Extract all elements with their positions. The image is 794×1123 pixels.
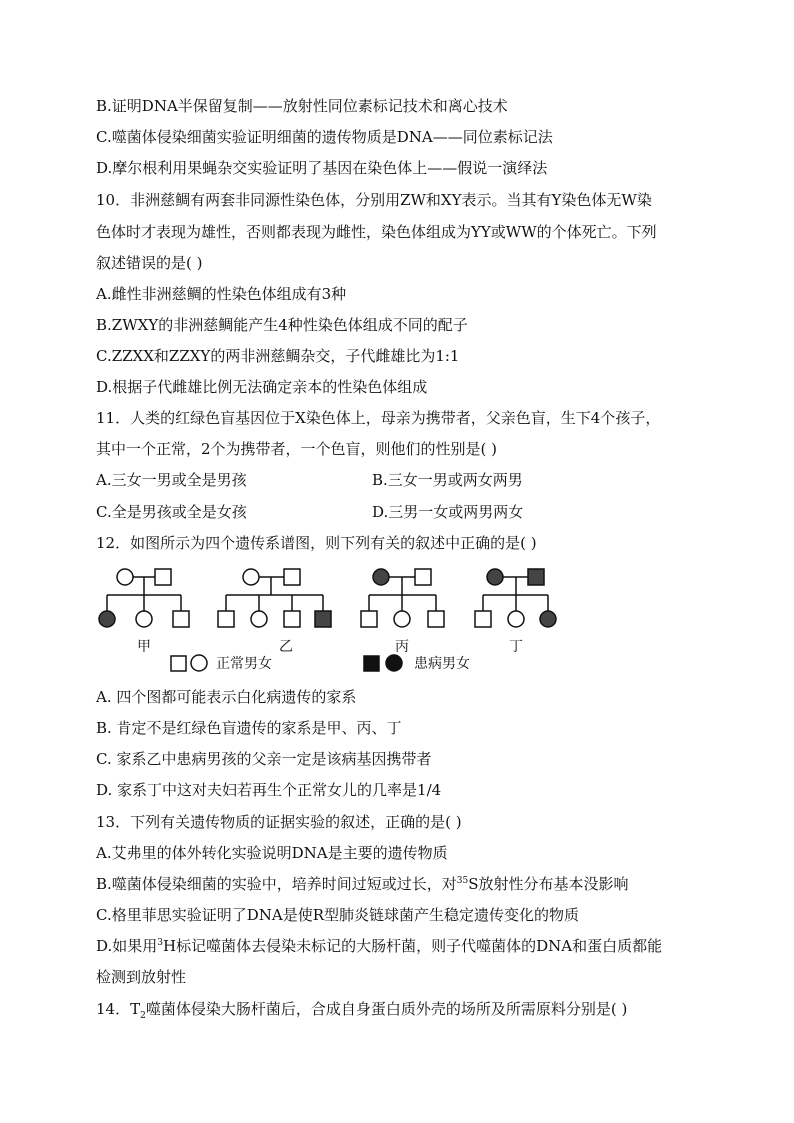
female-normal-icon [191, 655, 207, 671]
pedigree-jia [99, 569, 189, 627]
q9-option-d: D.摩尔根利用果蝇杂交实验证明了基因在染色体上——假说一演绎法 [96, 159, 548, 177]
q13-option-d-line2: 检测到放射性 [96, 968, 187, 986]
q12-option-c: C. 家系乙中患病男孩的父亲一定是该病基因携带者 [96, 750, 432, 768]
q10-stem-line2: 色体时才表现为雄性，否则都表现为雌性，染色体组成为YY或WW的个体死亡。下列 [96, 223, 657, 241]
male-affected-icon [528, 569, 544, 585]
q13-option-a: A.艾弗里的体外转化实验说明DNA是主要的遗传物质 [96, 844, 448, 862]
q12-stem: 12．如图所示为四个遗传系谱图，则下列有关的叙述中正确的是( ) [96, 534, 537, 552]
male-normal-icon [475, 611, 491, 627]
male-normal-icon [361, 611, 377, 627]
female-normal-icon [243, 569, 259, 585]
q10-option-c: C.ZZXX和ZZXY的两非洲慈鲷杂交，子代雌雄比为1:1 [96, 347, 460, 365]
q10-option-b: B.ZWXY的非洲慈鲷能产生4种性染色体组成不同的配子 [96, 316, 468, 334]
q11-stem-line2: 其中一个正常，2个为携带者，一个色盲，则他们的性别是( ) [96, 440, 498, 458]
q9-option-b: B.证明DNA半保留复制——放射性同位素标记技术和离心技术 [96, 97, 508, 115]
male-affected-icon [364, 656, 379, 671]
q13-stem: 13．下列有关遗传物质的证据实验的叙述，正确的是( ) [96, 813, 462, 831]
male-normal-icon [284, 611, 300, 627]
female-affected-icon [99, 611, 115, 627]
female-affected-icon [540, 611, 556, 627]
q9-option-c: C.噬菌体侵染细菌实验证明细菌的遗传物质是DNA——同位素标记法 [96, 128, 553, 146]
q11-option-a: A.三女一男或全是男孩 [96, 471, 247, 489]
female-affected-icon [487, 569, 503, 585]
q10-stem-line3: 叙述错误的是( ) [96, 254, 203, 272]
male-normal-icon [218, 611, 234, 627]
q13-option-c: C.格里菲思实验证明了DNA是使R型肺炎链球菌产生稳定遗传变化的物质 [96, 906, 579, 924]
q10-option-a: A.雌性非洲慈鲷的性染色体组成有3种 [96, 285, 347, 303]
pedigree-bing [361, 569, 444, 627]
male-affected-icon [315, 611, 331, 627]
female-normal-icon [251, 611, 267, 627]
pedigree-legend [171, 655, 402, 671]
q10-stem-line1: 10．非洲慈鲷有两套非同源性染色体，分别用ZW和XY表示。当其有Y染色体无W染 [96, 191, 652, 209]
q14-stem: 14．$T_2$噬菌体侵染大肠杆菌后，合成自身蛋白质外壳的场所及所需原料分别是( ) [96, 1000, 628, 1021]
male-normal-icon [173, 611, 189, 627]
q11-option-c: C.全是男孩或全是女孩 [96, 503, 247, 521]
q10-option-d: D.根据子代雌雄比例无法确定亲本的性染色体组成 [96, 378, 428, 396]
q12-option-d: D. 家系丁中这对夫妇若再生个正常女儿的几率是1/4 [96, 781, 442, 799]
female-normal-icon [394, 611, 410, 627]
pedigree-label-yi: 乙 [279, 639, 293, 655]
q13-option-b: B.噬菌体侵染细菌的实验中，培养时间过短或过长，对$^{35}$S放射性分布基本没影响 [96, 875, 629, 893]
legend-affected-label: 患病男女 [414, 656, 470, 672]
q12-option-b: B. 肯定不是红绿色盲遗传的家系是甲、丙、丁 [96, 719, 402, 737]
female-affected-icon [373, 569, 389, 585]
male-normal-icon [415, 569, 431, 585]
pedigree-label-ding: 丁 [509, 639, 523, 655]
pedigree-label-jia: 甲 [137, 639, 151, 655]
female-affected-icon [386, 655, 402, 671]
q12-option-a: A. 四个图都可能表示白化病遗传的家系 [96, 688, 357, 706]
male-normal-icon [428, 611, 444, 627]
pedigree-label-bing: 丙 [395, 639, 409, 655]
male-normal-icon [171, 656, 186, 671]
legend-normal-label: 正常男女 [216, 656, 272, 672]
q11-option-d: D.三男一女或两男两女 [372, 503, 524, 521]
male-normal-icon [155, 569, 171, 585]
q11-option-b: B.三女一男或两女两男 [372, 471, 523, 489]
q13-option-d: D.如果用$^3$H标记噬菌体去侵染未标记的大肠杆菌，则子代噬菌体的DNA和蛋白质都能 [96, 937, 663, 955]
pedigree-ding [475, 569, 556, 627]
female-normal-icon [508, 611, 524, 627]
pedigree-yi [218, 569, 331, 627]
female-normal-icon [136, 611, 152, 627]
female-normal-icon [117, 569, 133, 585]
male-normal-icon [284, 569, 300, 585]
q11-stem-line1: 11．人类的红绿色盲基因位于X染色体上，母亲为携带者，父亲色盲，生下4个孩子， [96, 409, 661, 427]
